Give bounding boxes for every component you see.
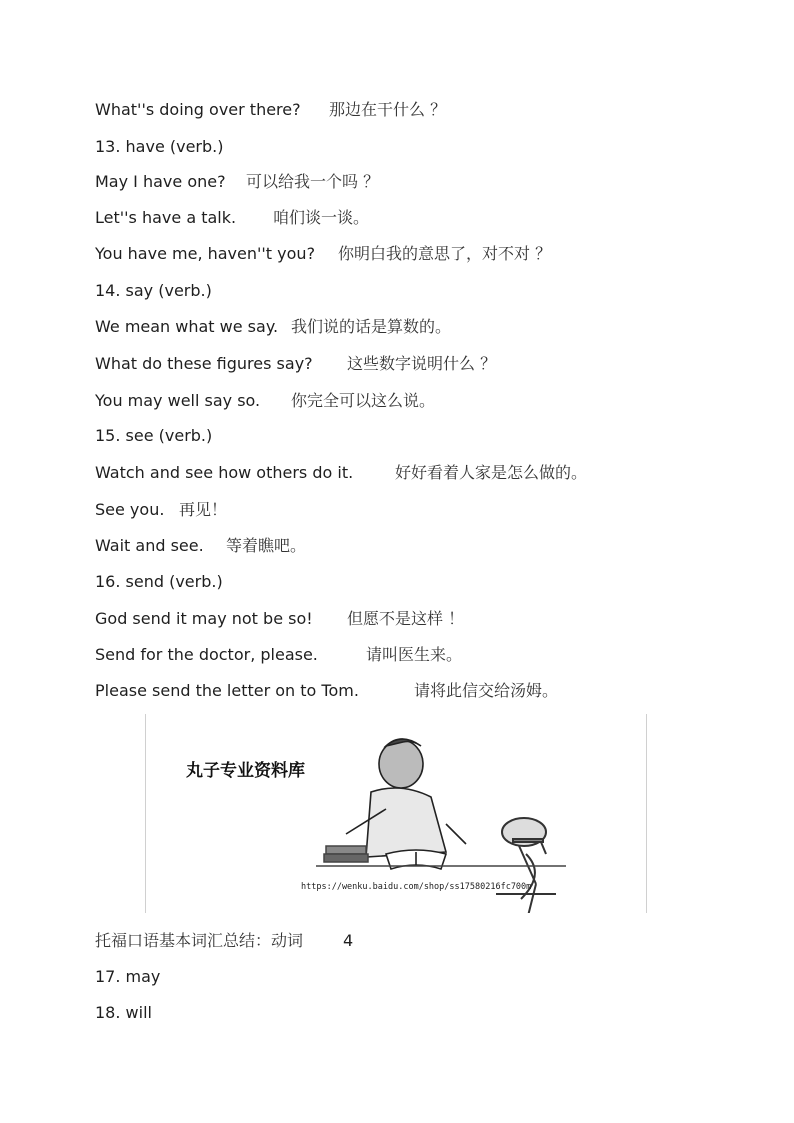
chinese-translation: 好好看着人家是怎么做的。 (395, 463, 588, 482)
verb-heading-text: 18. will (95, 1003, 152, 1022)
chinese-translation: 咱们谈一谈。 (273, 208, 370, 227)
verb-heading-text: 14. say (verb.) (95, 281, 212, 300)
text-line (95, 644, 463, 666)
chinese-translation: 请叫医生来。 (366, 645, 463, 664)
english-sentence: See you. (95, 500, 165, 519)
english-sentence: Send for the doctor, please. (95, 645, 318, 664)
text-line (95, 207, 370, 229)
english-sentence: May I have one? (95, 172, 226, 191)
verb-heading-text: 15. see (verb.) (95, 426, 213, 445)
verb-heading (95, 966, 160, 988)
text-line (95, 171, 380, 193)
section-title-text: 托福口语基本词汇总结：动词 (95, 931, 304, 950)
english-sentence: Watch and see how others do it. (95, 463, 354, 482)
chinese-translation: 那边在干什么 ？ (329, 100, 447, 119)
watermark-figure (145, 714, 647, 913)
text-line (95, 608, 465, 630)
english-sentence: Wait and see. (95, 536, 204, 555)
verb-heading (95, 136, 224, 158)
chinese-translation: 可以给我一个吗 ？ (246, 172, 380, 191)
english-sentence: We mean what we say. (95, 317, 279, 336)
text-line (95, 462, 588, 484)
english-sentence: What''s doing over there? (95, 100, 301, 119)
text-line (95, 316, 452, 338)
text-line (95, 499, 228, 521)
verb-heading (95, 425, 212, 447)
watermark-url: https://wenku.baidu.com/shop/ss17580216fc700m (301, 882, 532, 892)
verb-heading (95, 571, 223, 593)
text-line (95, 535, 307, 557)
english-sentence: You have me, haven''t you? (95, 244, 316, 263)
text-line (95, 243, 552, 265)
student-reading-illustration (146, 714, 646, 913)
text-line (95, 99, 447, 121)
chinese-translation: 你完全可以这么说。 (291, 391, 436, 410)
verb-heading-text: 13. have (verb.) (95, 137, 224, 156)
section-title (95, 930, 354, 952)
chinese-translation: 再见！ (179, 500, 228, 519)
english-sentence: You may well say so. (95, 391, 261, 410)
verb-heading-text: 16. send (verb.) (95, 572, 223, 591)
text-line (95, 390, 436, 412)
english-sentence: Please send the letter on to Tom. (95, 681, 359, 700)
watermark-caption: 丸子专业资料库 (186, 761, 305, 781)
english-sentence: God send it may not be so! (95, 609, 313, 628)
english-sentence: Let''s have a talk. (95, 208, 237, 227)
text-line (95, 353, 497, 375)
chinese-translation: 你明白我的意思了，对不对 ？ (338, 244, 552, 263)
verb-heading-text: 17. may (95, 967, 161, 986)
chinese-translation: 等着瞧吧。 (226, 536, 307, 555)
chinese-translation: 我们说的话是算数的。 (291, 317, 452, 336)
section-title-number: 4 (343, 931, 354, 950)
english-sentence: What do these figures say? (95, 354, 313, 373)
chinese-translation: 这些数字说明什么 ？ (347, 354, 497, 373)
text-line (95, 680, 559, 702)
chinese-translation: 但愿不是这样 ！ (347, 609, 465, 628)
verb-heading (95, 1002, 152, 1024)
chinese-translation: 请将此信交给汤姆。 (414, 681, 559, 700)
verb-heading (95, 280, 212, 302)
